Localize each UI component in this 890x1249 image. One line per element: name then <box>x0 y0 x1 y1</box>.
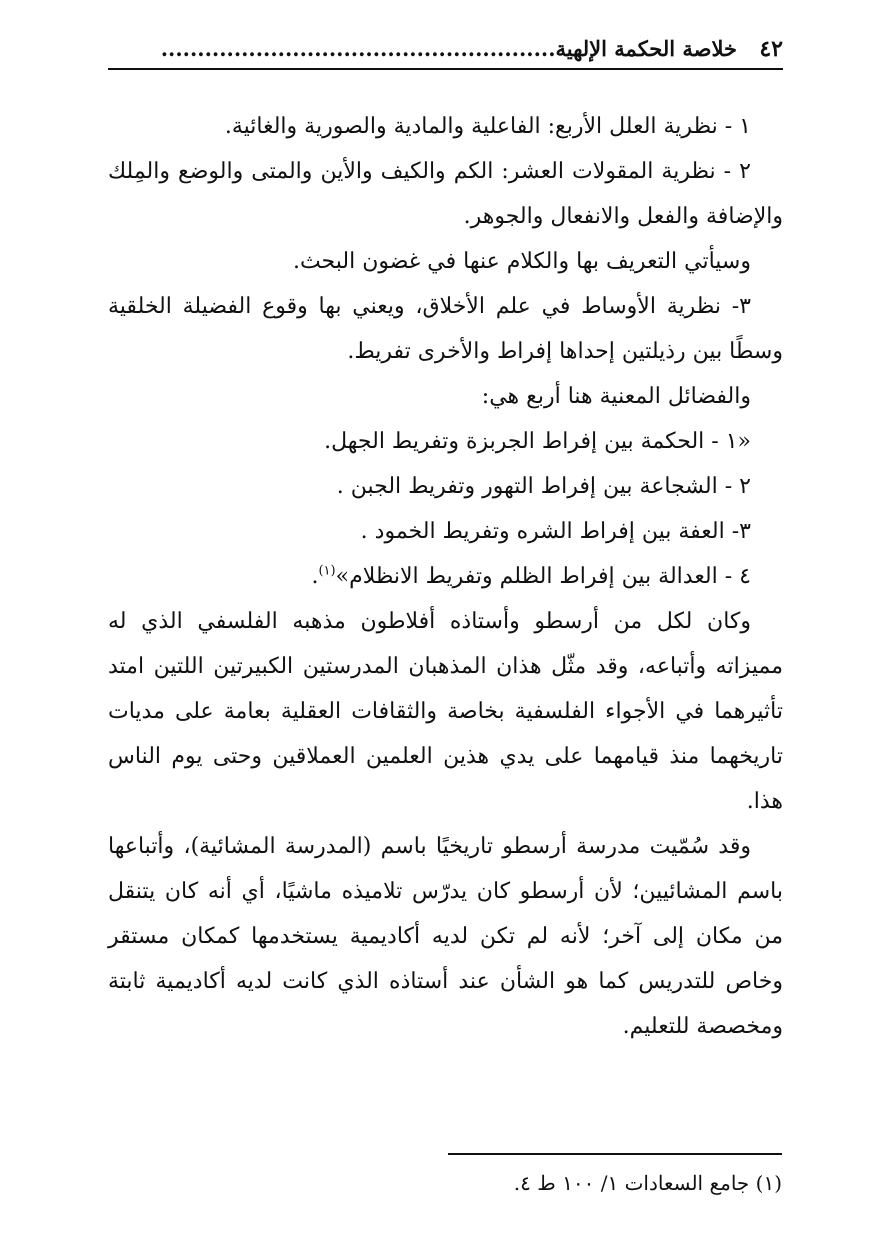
paragraph-ten-categories: ٢ - نظرية المقولات العشر: الكم والكيف والأين والمتى والوضع والمِلك والإضافة والفعل والانفعال والجوهر. <box>108 159 783 229</box>
footnote-separator <box>448 1153 782 1155</box>
virtue-wisdom: «١ - الحكمة بين إفراط الجربزة وتفريط الجهل. <box>324 429 751 454</box>
virtue-temperance: ٣- العفة بين إفراط الشره وتفريط الخمود . <box>360 519 751 544</box>
paragraph-peripatetic: وقد سُمّيت مدرسة أرسطو تاريخيًا باسم (المدرسة المشائية)، وأتباعها باسم المشائيين؛ لأن أرسطو كان يدرّس تلاميذه ماشيًا، أي أنه كان يتنقل من مكان إلى آخر؛ لأنه لم تكن لديه أكاديمية يستخدمها كمكان مستقر وخاص للتدريس كما هو الشأن عند أستاذه الذي كانت لديه أكاديمية ثابتة ومخصصة للتعليم. <box>108 834 783 1039</box>
virtue-courage: ٢ - الشجاعة بين إفراط التهور وتفريط الجبن . <box>336 474 751 499</box>
running-title <box>161 36 737 61</box>
paragraph-mean-theory: ٣- نظرية الأوساط في علم الأخلاق، ويعني بها وقوع الفضيلة الخلقية وسطًا بين رذيلتين إحداها إفراط والأخرى تفريط. <box>108 294 783 364</box>
footnote-reference: (١) <box>318 563 336 579</box>
virtue-justice-end: . <box>311 564 319 589</box>
paragraph-definition-note: وسيأتي التعريف بها والكلام عنها في غضون البحث. <box>292 249 751 274</box>
virtue-justice <box>108 554 783 599</box>
paragraph-four-causes: ١ - نظرية العلل الأربع: الفاعلية والمادية والصورية والغائية. <box>224 114 751 139</box>
dot-leader: ...................................................... <box>160 36 556 61</box>
running-title-text: خلاصة الحكمة الإلهية <box>555 36 737 61</box>
footnote: (١) جامع السعادات ١/ ١٠٠ ط ٤. <box>513 1171 782 1195</box>
virtue-justice-text: ٤ - العدالة بين إفراط الظلم وتفريط الانظلام» <box>335 564 751 589</box>
page-number: ٤٢ <box>759 36 783 62</box>
page-header <box>108 34 783 70</box>
main-text <box>108 104 783 1049</box>
paragraph-virtues-intro: والفضائل المعنية هنا أربع هي: <box>481 384 751 409</box>
paragraph-schools: وكان لكل من أرسطو وأستاذه أفلاطون مذهبه الفلسفي الذي له مميزاته وأتباعه، وقد مثّل هذان المذهبان المدرستين الكبيرتين اللتين امتد تأثيرهما في الأجواء الفلسفية بخاصة والثقافات العقلية بعامة على مديات تاريخهما منذ قيامهما على يدي هذين العلمين العملاقين وحتى يوم الناس هذا. <box>108 609 783 814</box>
